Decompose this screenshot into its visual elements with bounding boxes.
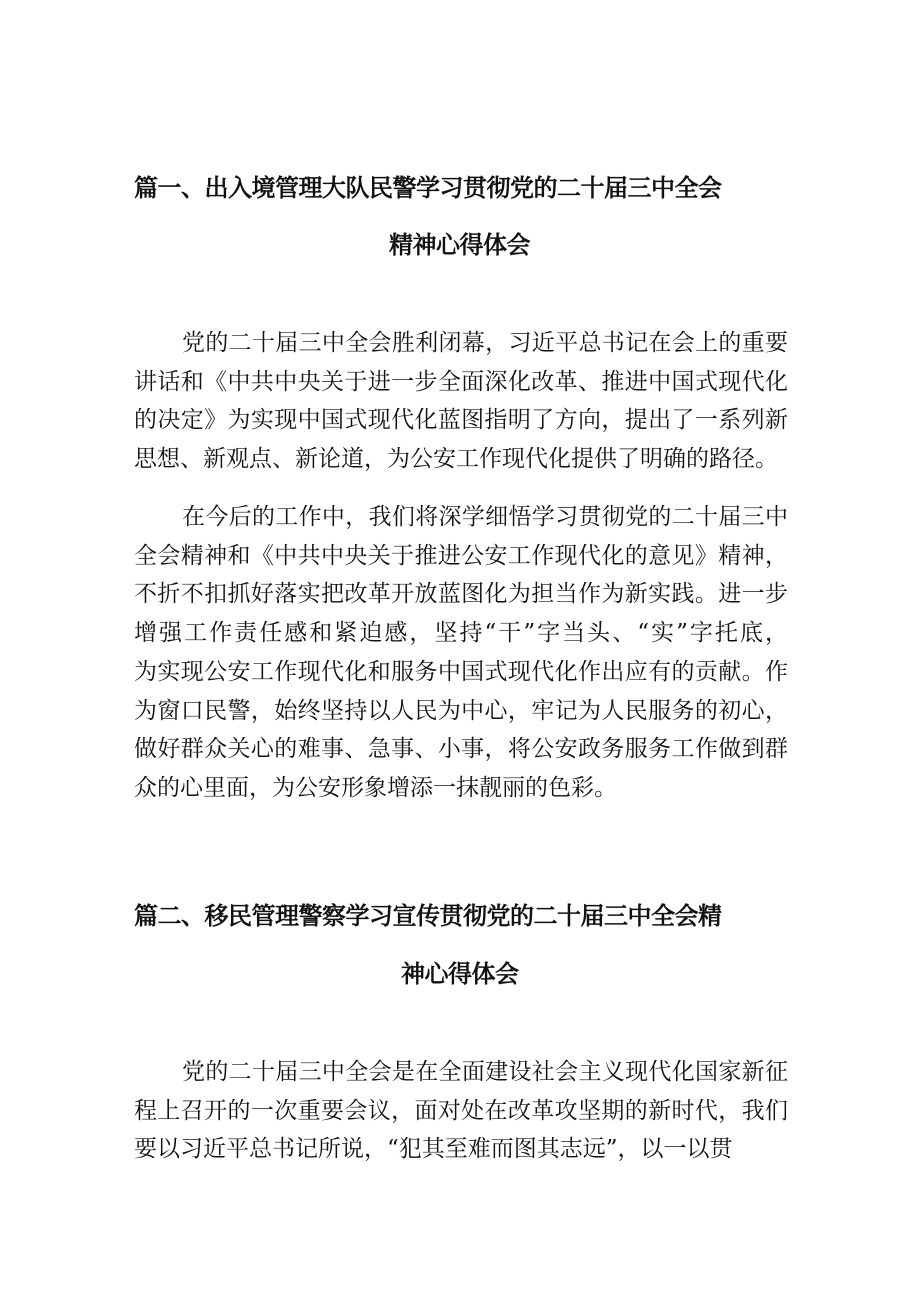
- paragraph-line: 讲话和《中共中央关于进一步全面深化改革、推进中国式现代化: [134, 368, 788, 395]
- section-1-paragraph-2: [134, 498, 788, 808]
- section-2-title-line-1: 篇二、移民管理警察学习宣传贯彻党的二十届三中全会精: [134, 902, 722, 930]
- paragraph-line: 不折不扣抓好落实把改革开放蓝图化为担当作为新实践。进一步: [134, 581, 788, 608]
- paragraph-line: 增强工作责任感和紧迫感，坚持“干”字当头、“实”字托底，: [134, 620, 788, 647]
- paragraph-line: 为实现公安工作现代化和服务中国式现代化作出应有的贡献。作: [134, 658, 788, 685]
- section-2-paragraph-1: [134, 1053, 788, 1169]
- paragraph-line: 党的二十届三中全会是在全面建设社会主义现代化国家新征: [182, 1059, 788, 1085]
- paragraph-line: 做好群众关心的难事、急事、小事，将公安政务服务工作做到群: [134, 736, 788, 763]
- paragraph-line: 在今后的工作中，我们将深学细悟学习贯彻党的二十届三中: [182, 504, 788, 530]
- paragraph-line: 思想、新观点、新论道，为公安工作现代化提供了明确的路径。: [134, 446, 778, 473]
- paragraph-line: 程上召开的一次重要会议，面对处在改革攻坚期的新时代，我们: [134, 1097, 788, 1124]
- paragraph-line: 要以习近平总书记所说，“犯其至难而图其志远”，以一以贯: [134, 1136, 733, 1163]
- paragraph-line: 为窗口民警，始终坚持以人民为中心，牢记为人民服务的初心，: [134, 697, 788, 724]
- paragraph-line: 的决定》为实现中国式现代化蓝图指明了方向，提出了一系列新: [134, 407, 788, 434]
- paragraph-line: 党的二十届三中全会胜利闭幕，习近平总书记在会上的重要: [182, 330, 788, 356]
- section-1-paragraph-1: [134, 324, 788, 479]
- section-1-title-line-2: 精神心得体会: [389, 231, 530, 259]
- paragraph-line: 众的心里面，为公安形象增添一抹靓丽的色彩。: [134, 774, 617, 801]
- paragraph-line: 全会精神和《中共中央关于推进公安工作现代化的意见》精神，: [134, 542, 788, 569]
- section-1-title-line-1: 篇一、出入境管理大队民警学习贯彻党的二十届三中全会: [134, 174, 722, 202]
- section-2-title-line-2: 神心得体会: [401, 960, 519, 988]
